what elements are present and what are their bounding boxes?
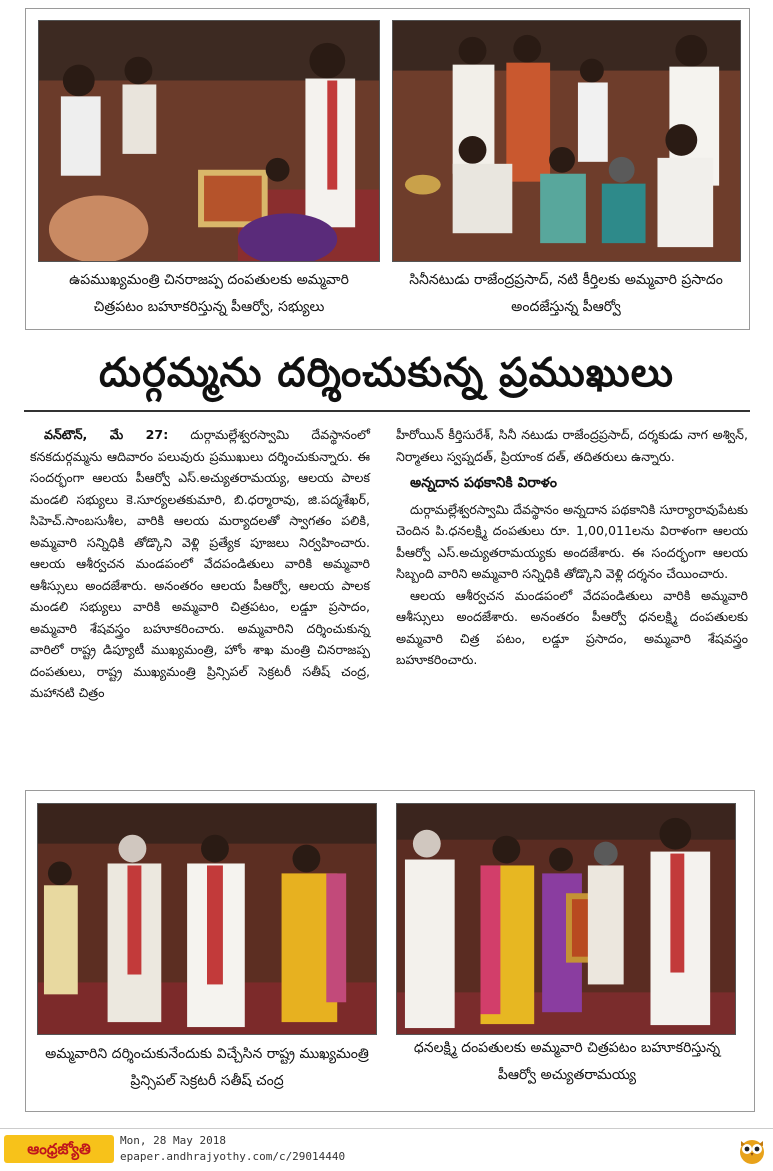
owl-icon xyxy=(737,1133,767,1165)
article-paragraph-1-cont: హీరోయిన్ కీర్తిసురేశ్, సినీ నటుడు రాజేంద్రప్రసాద్, దర్శకుడు నాగ అశ్విన్, నిర్మాతలు స్వప్నదత్, ప్రియాంక దత్, తదితరులు ఉన్నారు. xyxy=(396,427,748,464)
bottom-left-caption: అమ్మవారిని దర్శించుకునేందుకు విచ్చేసిన రాష్ట్ర ముఖ్యమంత్రి ప్రిన్సిపల్ సెక్రటరీ సతీష్ చంద్ర xyxy=(45,1046,369,1089)
article-paragraph-3: ఆలయ ఆశీర్వచన మండపంలో వేదపండితులు వారికి అమ్మవారి ఆశీస్సులు అందజేశారు. అనంతరం పీఆర్వో ధనలక్ష్మి దంపతులకు అమ్మవారి చిత్ర పటం, లడ్డూ ప్రసాదం, అమ్మవారి శేషవస్త్రం బహూకరించారు. xyxy=(396,587,748,667)
headline-rule xyxy=(24,410,750,412)
article-column-right xyxy=(396,424,748,671)
article-column-left xyxy=(30,424,370,704)
top-photo-panel xyxy=(25,8,750,330)
paragraph-1-text: దుర్గామల్లేశ్వరస్వామి దేవస్థానంలో కనకదుర్గమ్మను ఆదివారం పలువురు ప్రముఖులు దర్శించుకున్నారు. ఈ సందర్భంగా ఆలయ పీఆర్వో ఎస్.అచ్యుతరామయ్య, ఆలయ పాలక మండలి సభ్యులు కె.సూర్యలతకుమారి, బి.ధర్మారావు, జి.పద్మశేఖర్, సిహెచ్.సాంబసుశీల, వారికి ఆలయ మర్యాదలతో స్వాగతం పలికి, అమ్మవారి సన్నిధికి తోడ్కొని వెళ్లి ప్రత్యేక పూజలు నిర్వహించారు. ఆలయ ఆశీర్వచన మండపంలో వేదపండితులు వారికి అమ్మవారి ఆశీస్సులు అందజేశారు. అనంతరం ఆలయ పీఆర్వో, ఆలయ పాలక మండలి సభ్యులు వారికి అమ్మవారి చిత్రపటం, లడ్డూ ప్రసాదం, అమ్మవారి శేషవస్త్రం బహూకరించారు. అమ్మవారిని దర్శించుకున్న వారిలో రాష్ట్ర డిప్యూటీ ముఖ్యమంత్రి, హోం శాఖ మంత్రి చినరాజప్ప దంపతులు, రాష్ట్ర ముఖ్యమంత్రి ప్రిన్సిపల్ సెక్రటరీ సతీష్ చంద్ర, మహానటి చిత్రం xyxy=(30,427,370,700)
photo-actor-rajendraprasad xyxy=(392,20,741,262)
article-paragraph-2: దుర్గామల్లేశ్వరస్వామి దేవస్థానం అన్నదాన పథకానికి సూర్యారావుపేటకు చెందిన పి.ధనలక్ష్మి దంపతులు రూ. 1,00,011లను విరాళంగా ఆలయ పీఆర్వో ఎస్.అచ్యుతరామయ్యకు అందజేశారు. ఈ సందర్భంగా ఆలయ సిబ్బంది వారిని అమ్మవారి సన్నిధికి తోడ్కొని వెళ్లి దర్శనం చేయించారు. xyxy=(396,501,748,581)
bottom-photo-panel xyxy=(25,790,755,1112)
photo-deputy-cm-couple xyxy=(38,20,380,262)
footer-meta xyxy=(120,1133,345,1165)
epaper-url[interactable]: epaper.andhrajyothy.com/c/29014440 xyxy=(120,1150,346,1163)
bottom-right-caption: ధనలక్ష్మి దంపతులకు అమ్మవారి చిత్రపటం బహూకరిస్తున్న పీఆర్వో అచ్యుతరామయ్య xyxy=(413,1040,721,1083)
andhrajyothy-logo[interactable]: ఆంధ్రజ్యోతి xyxy=(4,1135,114,1163)
subhead-donation: అన్నదాన పథకానికి విరాళం xyxy=(410,475,557,491)
top-right-caption: సినీనటుడు రాజేంద్రప్రసాద్, నటి కీర్తిలకు అమ్మవారి ప్రసాదం అందజేస్తున్న పీఆర్వో xyxy=(409,272,723,315)
publication-date: Mon, 28 May 2018 xyxy=(120,1134,226,1147)
top-left-caption: ఉపముఖ్యమంత్రి చినరాజప్ప దంపతులకు అమ్మవారి చిత్రపటం బహూకరిస్తున్న పీఆర్వో, సభ్యులు xyxy=(69,272,349,315)
dateline: వన్‌టౌన్, మే 27: xyxy=(44,427,169,442)
photo-satish-chandra xyxy=(37,803,377,1035)
article-paragraph-1 xyxy=(30,424,370,704)
headline: దుర్గమ్మను దర్శించుకున్న ప్రముఖులు xyxy=(99,350,674,396)
photo-dhanalakshmi-couple xyxy=(396,803,736,1035)
footer-bar xyxy=(0,1128,773,1171)
